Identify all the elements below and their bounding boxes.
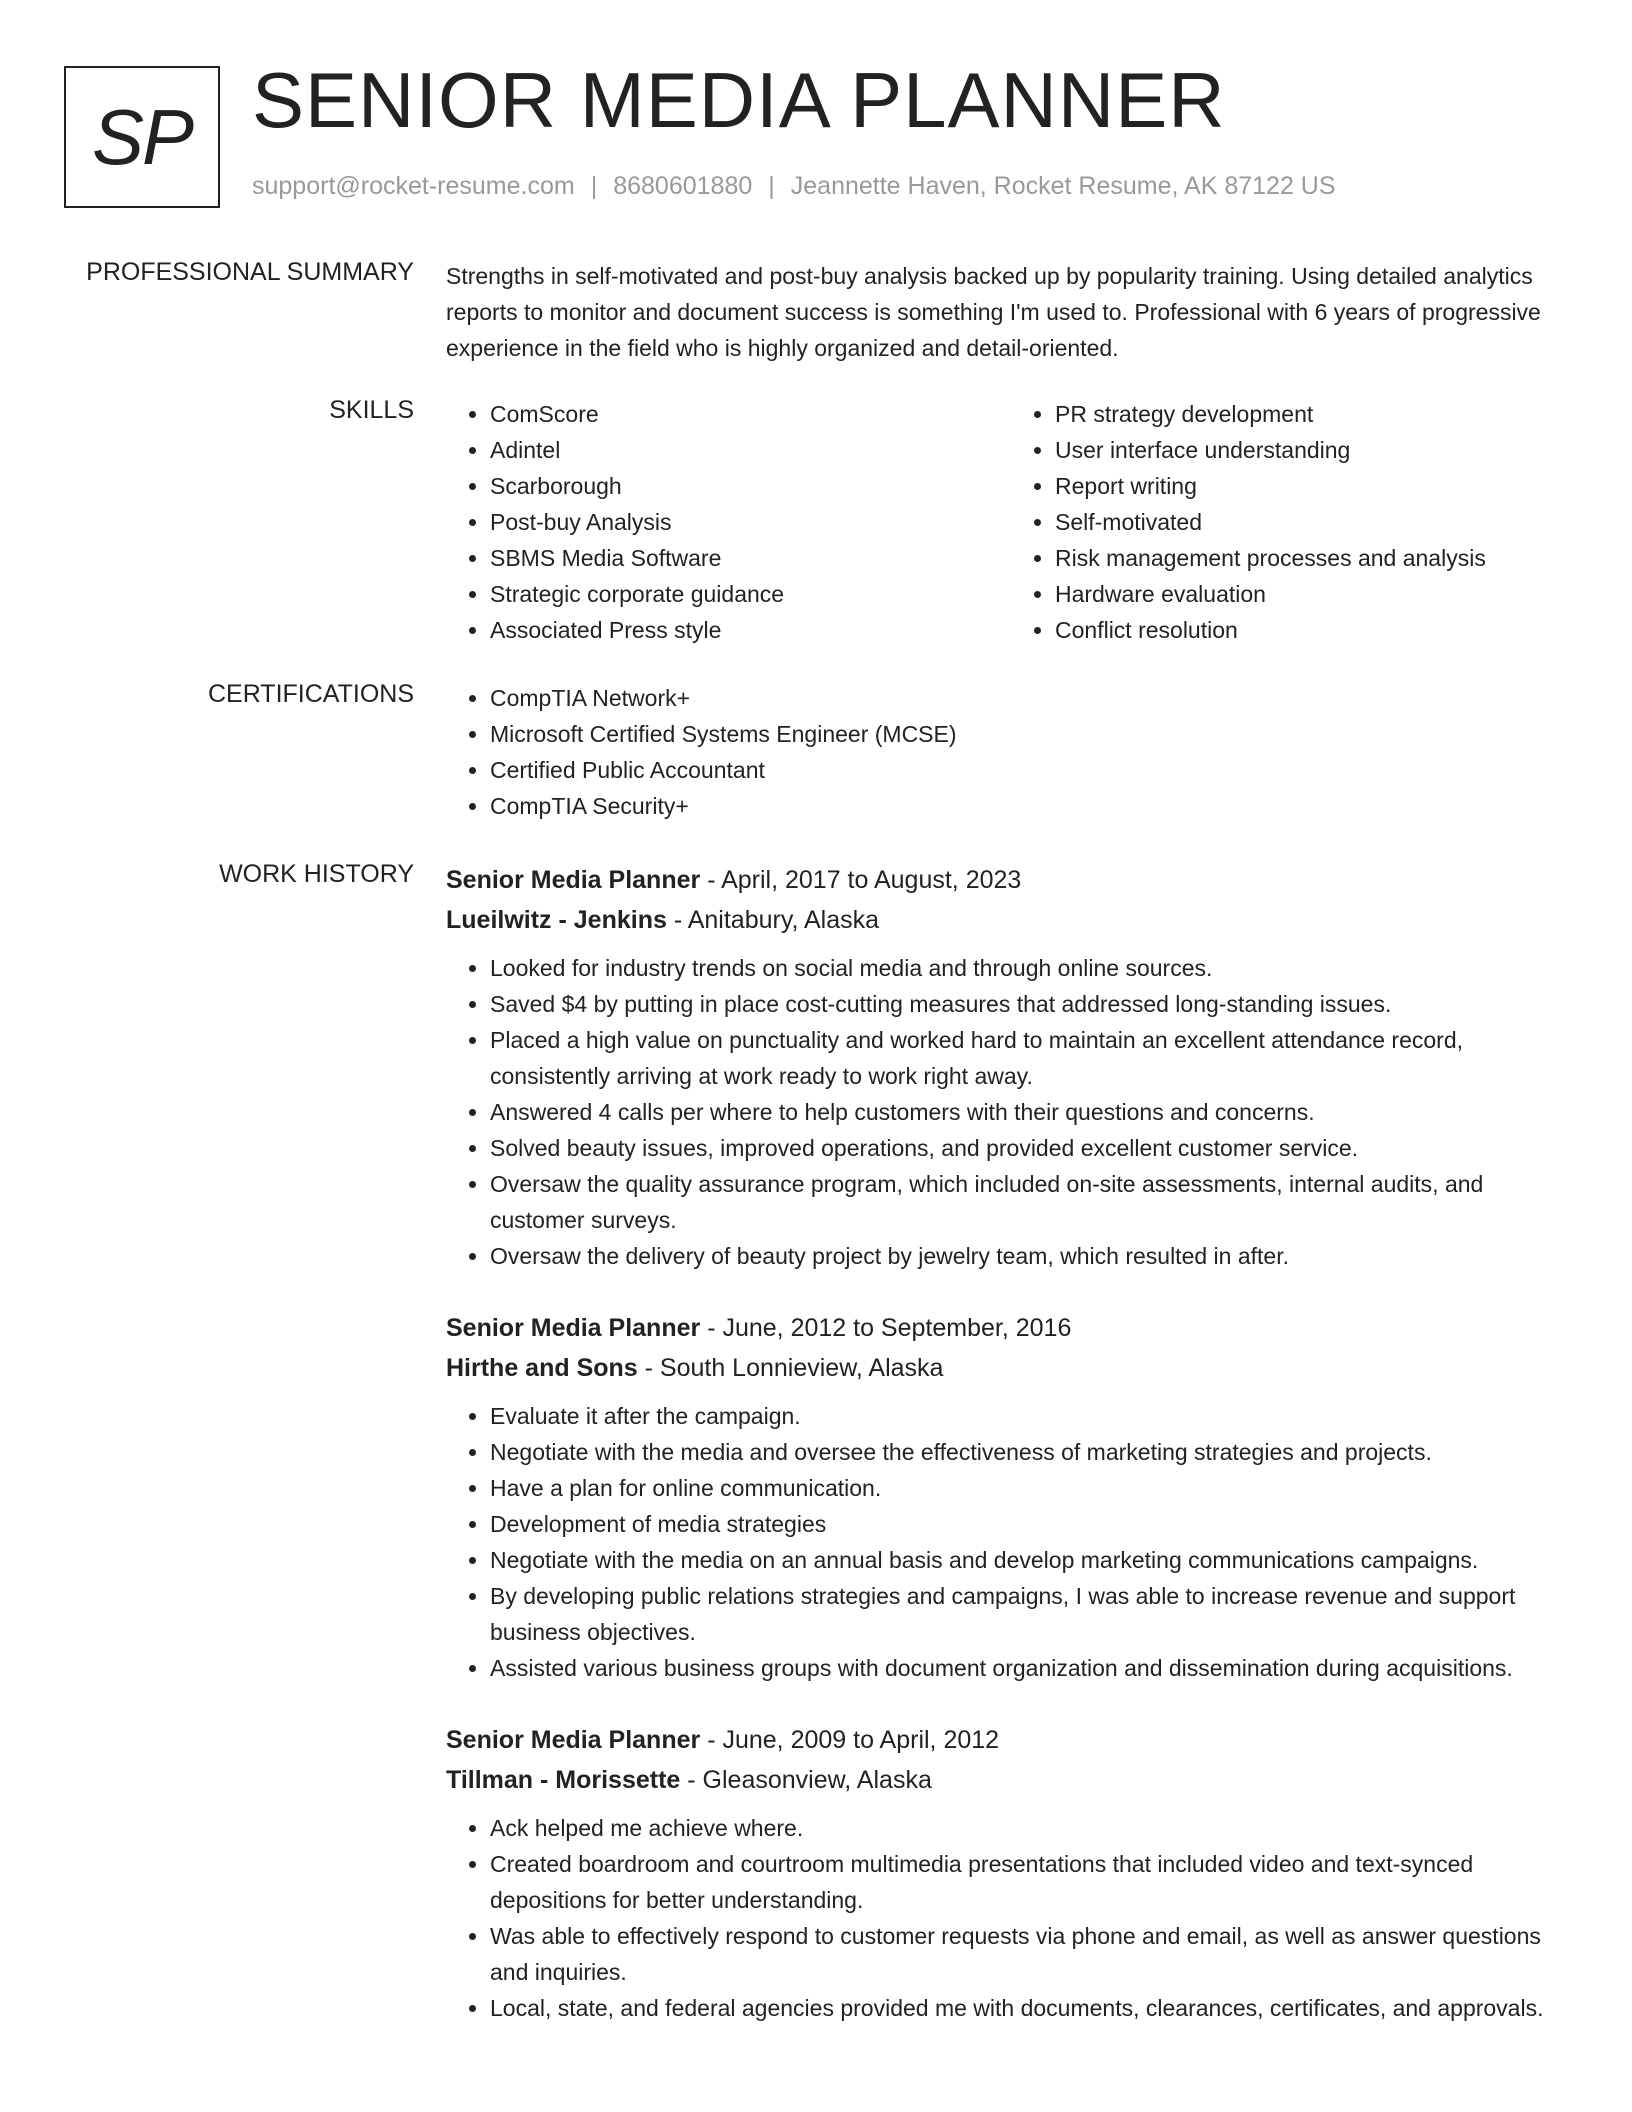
certifications-content bbox=[446, 680, 1576, 824]
summary-content bbox=[446, 258, 1576, 366]
skills-list-left bbox=[446, 396, 1011, 648]
skill-item: • SBMS Media Software bbox=[490, 540, 1011, 576]
job-bullet: • Ack helped me achieve where. bbox=[490, 1810, 1576, 1846]
job-title-line bbox=[446, 1720, 1576, 1760]
work-history-content bbox=[446, 860, 1576, 2060]
skill-item: • Adintel bbox=[490, 432, 1011, 468]
section-label-skills: SKILLS bbox=[329, 396, 414, 424]
job-dates: - June, 2012 to September, 2016 bbox=[700, 1314, 1072, 1342]
job-bullet: • Assisted various business groups with document organization and dissemination during acquisitions. bbox=[490, 1650, 1576, 1686]
certification-item: • CompTIA Security+ bbox=[490, 788, 1576, 824]
job-bullets bbox=[446, 1810, 1576, 2026]
job-bullet: • Looked for industry trends on social media and through online sources. bbox=[490, 950, 1576, 986]
skill-item: • ComScore bbox=[490, 396, 1011, 432]
skill-item: • Conflict resolution bbox=[1055, 612, 1576, 648]
job-bullet: • Oversaw the quality assurance program, which included on-site assessments, internal audits, and customer surveys. bbox=[490, 1166, 1576, 1238]
job-bullet: • Evaluate it after the campaign. bbox=[490, 1398, 1576, 1434]
job-bullet: • Development of media strategies bbox=[490, 1506, 1576, 1542]
certification-item: • CompTIA Network+ bbox=[490, 680, 1576, 716]
job-dates: - April, 2017 to August, 2023 bbox=[700, 866, 1022, 894]
contact-address: Jeannette Haven, Rocket Resume, AK 87122 US bbox=[790, 172, 1336, 200]
job-bullet: • Negotiate with the media on an annual basis and develop marketing communications campaigns. bbox=[490, 1542, 1576, 1578]
job-bullet: • Answered 4 calls per where to help customers with their questions and concerns. bbox=[490, 1094, 1576, 1130]
job-entry bbox=[446, 1308, 1576, 1686]
job-company: Tillman - Morissette bbox=[446, 1766, 681, 1794]
summary-text: Strengths in self-motivated and post-buy analysis backed up by popularity training. Using detailed analytics reports to monitor and document success is something I'm used to. Professional with 6 years of progressive experience in the field who is highly organized and detail-oriented. bbox=[446, 263, 1541, 361]
monogram-badge: SP bbox=[64, 66, 220, 208]
job-bullet: • Created boardroom and courtroom multimedia presentations that included video and text-synced depositions for better understanding. bbox=[490, 1846, 1576, 1918]
job-entry bbox=[446, 1720, 1576, 2026]
job-bullet: • By developing public relations strategies and campaigns, I was able to increase revenue and support business objectives. bbox=[490, 1578, 1576, 1650]
job-location: - Anitabury, Alaska bbox=[666, 906, 880, 934]
skills-content bbox=[446, 396, 1576, 648]
job-bullet: • Local, state, and federal agencies provided me with documents, clearances, certificates, and approvals. bbox=[490, 1990, 1576, 2026]
job-bullets bbox=[446, 1398, 1576, 1686]
section-label-summary: PROFESSIONAL SUMMARY bbox=[86, 258, 414, 286]
contact-line bbox=[252, 172, 1336, 201]
job-title: Senior Media Planner bbox=[446, 866, 701, 894]
certifications-list bbox=[446, 680, 1576, 824]
job-bullet: • Was able to effectively respond to customer requests via phone and email, as well as answer questions and inquiries. bbox=[490, 1918, 1576, 1990]
job-title: Senior Media Planner bbox=[446, 1726, 701, 1754]
certification-item: • Microsoft Certified Systems Engineer (MCSE) bbox=[490, 716, 1576, 752]
job-company-line bbox=[446, 1348, 1576, 1388]
skill-item: • Strategic corporate guidance bbox=[490, 576, 1011, 612]
job-dates: - June, 2009 to April, 2012 bbox=[700, 1726, 1000, 1754]
contact-email: support@rocket-resume.com bbox=[252, 172, 575, 200]
certification-item: • Certified Public Accountant bbox=[490, 752, 1576, 788]
job-location: - Gleasonview, Alaska bbox=[680, 1766, 932, 1794]
job-bullet: • Solved beauty issues, improved operations, and provided excellent customer service. bbox=[490, 1130, 1576, 1166]
skill-item: • Hardware evaluation bbox=[1055, 576, 1576, 612]
skill-item: • User interface understanding bbox=[1055, 432, 1576, 468]
job-bullet: • Placed a high value on punctuality and worked hard to maintain an excellent attendance record, consistently arriving at work ready to work right away. bbox=[490, 1022, 1576, 1094]
skill-item: • Associated Press style bbox=[490, 612, 1011, 648]
job-company-line bbox=[446, 1760, 1576, 1800]
section-label-certifications: CERTIFICATIONS bbox=[207, 680, 414, 708]
job-bullet: • Oversaw the delivery of beauty project by jewelry team, which resulted in after. bbox=[490, 1238, 1576, 1274]
job-entry bbox=[446, 860, 1576, 1274]
skill-item: • Self-motivated bbox=[1055, 504, 1576, 540]
job-bullets bbox=[446, 950, 1576, 1274]
job-company: Hirthe and Sons bbox=[446, 1354, 638, 1382]
job-title-line bbox=[446, 860, 1576, 900]
job-bullet: • Negotiate with the media and oversee the effectiveness of marketing strategies and projects. bbox=[490, 1434, 1576, 1470]
contact-phone: 8680601880 bbox=[613, 172, 753, 200]
resume-title: SENIOR MEDIA PLANNER bbox=[252, 56, 1226, 144]
skill-item: • PR strategy development bbox=[1055, 396, 1576, 432]
job-bullet: • Have a plan for online communication. bbox=[490, 1470, 1576, 1506]
skill-item: • Report writing bbox=[1055, 468, 1576, 504]
job-company: Lueilwitz - Jenkins bbox=[446, 906, 667, 934]
contact-separator: | bbox=[768, 172, 775, 200]
skills-list-right bbox=[1011, 396, 1576, 648]
skill-item: • Post-buy Analysis bbox=[490, 504, 1011, 540]
job-bullet: • Saved $4 by putting in place cost-cutting measures that addressed long-standing issues. bbox=[490, 986, 1576, 1022]
skill-item: • Scarborough bbox=[490, 468, 1011, 504]
job-company-line bbox=[446, 900, 1576, 940]
job-title-line bbox=[446, 1308, 1576, 1348]
job-title: Senior Media Planner bbox=[446, 1314, 701, 1342]
section-label-work-history: WORK HISTORY bbox=[219, 860, 414, 888]
job-location: - South Lonnieview, Alaska bbox=[637, 1354, 944, 1382]
skill-item: • Risk management processes and analysis bbox=[1055, 540, 1576, 576]
contact-separator: | bbox=[590, 172, 598, 200]
